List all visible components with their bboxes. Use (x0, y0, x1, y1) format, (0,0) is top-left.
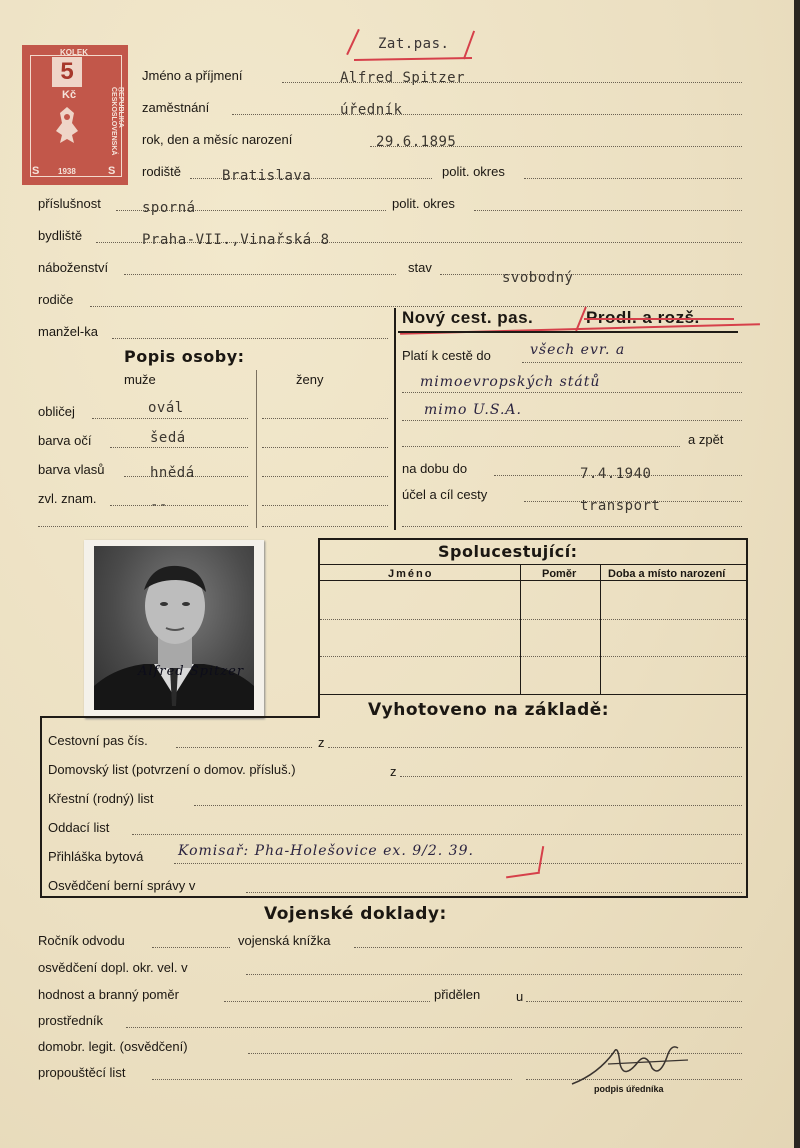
marriage-line (132, 834, 742, 835)
valid-label: Platí k cestě do (402, 348, 491, 363)
tax-label: Osvědčení berní správy v (48, 878, 196, 893)
companion-row-1 (320, 619, 746, 620)
spouse-line (112, 338, 388, 339)
valid-line-3 (402, 420, 742, 421)
men-women-divider (256, 370, 257, 528)
duration-label: na dobu do (402, 461, 468, 476)
marks-line (110, 505, 248, 506)
eyes-women-line (262, 447, 388, 448)
legit-label: domobr. legit. (osvědčení) (38, 1039, 188, 1054)
discharge-line (152, 1079, 512, 1080)
cert-line (246, 974, 742, 975)
religion-line (124, 274, 396, 275)
assigned-u-label: u (516, 989, 524, 1004)
passport-rule (398, 331, 738, 333)
box-bottom (40, 896, 748, 898)
residence-value: Praha-VII.,Vinařská 8 (142, 232, 330, 248)
marks-line-2 (38, 526, 248, 527)
col-companion-birth: Doba a místo narození (608, 568, 726, 580)
status-value: svobodný (502, 270, 574, 286)
passport-new-title: Nový cest. pas. (402, 308, 534, 327)
passport-from-line (328, 747, 742, 748)
valid-line-4 (402, 446, 680, 447)
description-title: Popis osoby: (124, 347, 245, 366)
occupation-value: úředník (340, 102, 403, 118)
section-divider (394, 308, 396, 530)
parents-label: rodiče (38, 292, 74, 307)
valid-line-1 (522, 362, 742, 363)
intermediary-label: prostředník (38, 1013, 104, 1028)
military-book-line (354, 947, 742, 948)
hair-women-line (262, 476, 388, 477)
companions-header-rule (320, 580, 746, 581)
marks-women-line (262, 505, 388, 506)
signature-caption: podpis úředníka (594, 1084, 664, 1094)
registration-value: Komisař: Pha-Holešovice ex. 9/2. 39. (178, 843, 474, 859)
status-label: stav (408, 260, 432, 275)
district-label: polit. okres (442, 164, 505, 179)
baptism-label: Křestní (rodný) list (48, 791, 154, 806)
military-title: Vojenské doklady: (264, 904, 447, 924)
face-women-line (262, 418, 388, 419)
box-right (746, 538, 748, 898)
valid-destination-1: všech evr. a (530, 342, 626, 358)
photo-image (94, 546, 254, 710)
occupation-label: zaměstnání (142, 100, 210, 115)
spouse-label: manžel-ka (38, 324, 98, 339)
name-label: Jméno a příjmení (142, 68, 243, 83)
red-bracket (538, 846, 544, 872)
top-note: Zat.pas. (378, 36, 450, 52)
eyes-value: šedá (150, 430, 186, 446)
red-mark (463, 31, 475, 60)
baptism-line (194, 805, 742, 806)
companions-col-divider-2 (600, 564, 601, 694)
residence-label: bydliště (38, 228, 83, 243)
box-left-lower (40, 716, 42, 898)
valid-destination-2: mimoevropských států (420, 374, 601, 390)
return-label: a zpět (688, 432, 724, 447)
box-step (40, 716, 320, 718)
photo-signature: Alfred Spitzer (138, 664, 245, 679)
stamp-year: 1938 (58, 167, 76, 176)
marks-value: -- (150, 497, 168, 513)
red-strike-through (584, 318, 734, 320)
stamp-corner-right: S (108, 165, 116, 177)
col-men: muže (124, 372, 156, 387)
passport-from-label: z (318, 735, 325, 750)
valid-line-2 (402, 392, 742, 393)
red-bracket-tail (506, 872, 540, 879)
occupation-line (232, 114, 742, 115)
companions-rule (320, 564, 746, 565)
col-companion-name: Jméno (388, 568, 434, 580)
purpose-value: transport (580, 498, 661, 514)
stamp-value: 5 (52, 57, 82, 87)
domicile-from-label: z (390, 764, 397, 779)
birthdate-value: 29.6.1895 (376, 134, 457, 150)
registration-line (174, 863, 742, 864)
col-companion-relation: Poměr (542, 568, 577, 580)
col-women: ženy (296, 372, 324, 387)
intermediary-line (126, 1027, 742, 1028)
parents-line (90, 306, 742, 307)
duration-value: 7.4.1940 (580, 466, 652, 482)
eyes-line (110, 447, 248, 448)
assigned-label: přidělen (434, 987, 481, 1002)
applicant-photo (84, 540, 264, 718)
citizenship-value: sporná (142, 200, 196, 216)
discharge-label: propouštěcí list (38, 1065, 126, 1080)
eyes-label: barva očí (38, 433, 92, 448)
face-line (92, 418, 248, 419)
marks-women-line-2 (262, 526, 388, 527)
registration-label: Přihláška bytová (48, 849, 144, 864)
military-book-label: vojenská knížka (238, 933, 331, 948)
portrait-icon (94, 546, 254, 710)
purpose-line-2 (402, 526, 742, 527)
birthplace-label: rodiště (142, 164, 182, 179)
companion-row-2 (320, 656, 746, 657)
marriage-label: Oddací list (48, 820, 110, 835)
birthplace-value: Bratislava (222, 168, 312, 184)
status-line (440, 274, 742, 275)
companions-title: Spolucestující: (438, 542, 578, 561)
hair-label: barva vlasů (38, 462, 105, 477)
stamp-label: KOLEK (60, 48, 88, 57)
red-underline (354, 57, 472, 61)
year-label: Ročník odvodu (38, 933, 125, 948)
valid-destination-3: mimo U.S.A. (424, 402, 522, 418)
hair-value: hnědá (150, 465, 195, 481)
companions-bottom-rule (320, 694, 746, 695)
stamp-currency: Kč (62, 89, 77, 101)
rank-label: hodnost a branný poměr (38, 987, 179, 1002)
district2-label: polit. okres (392, 196, 455, 211)
rank-line (224, 1001, 430, 1002)
face-label: obličej (38, 404, 75, 419)
tax-line (246, 892, 742, 893)
district2-line (474, 210, 742, 211)
revenue-stamp (22, 45, 128, 185)
domicile-line (400, 776, 742, 777)
scan-edge (794, 0, 800, 1148)
marks-label: zvl. znam. (38, 491, 97, 506)
passport-no-line (176, 747, 312, 748)
purpose-label: účel a cíl cesty (402, 487, 488, 502)
lion-emblem-icon (54, 105, 80, 145)
year-line (152, 947, 230, 948)
companions-col-divider-1 (520, 564, 521, 694)
box-top (318, 538, 748, 540)
box-left-upper (318, 538, 320, 718)
face-value: ovál (148, 400, 184, 416)
assigned-line (526, 1001, 742, 1002)
citizenship-label: příslušnost (38, 196, 101, 211)
stamp-corner-left: S (32, 165, 40, 177)
stamp-side-text: REPUBLIKA ČESKOSLOVENSKÁ (110, 87, 124, 156)
red-mark (346, 29, 360, 55)
name-value: Alfred Spitzer (340, 70, 466, 86)
passport-no-label: Cestovní pas čís. (48, 733, 148, 748)
birthdate-label: rok, den a měsíc narození (142, 132, 293, 147)
religion-label: náboženství (38, 260, 109, 275)
district-line (524, 178, 742, 179)
domicile-label: Domovský list (potvrzení o domov. přísluš.) (48, 762, 296, 777)
issued-title: Vyhotoveno na základě: (368, 700, 610, 720)
cert-label: osvědčení dopl. okr. vel. v (38, 960, 188, 975)
